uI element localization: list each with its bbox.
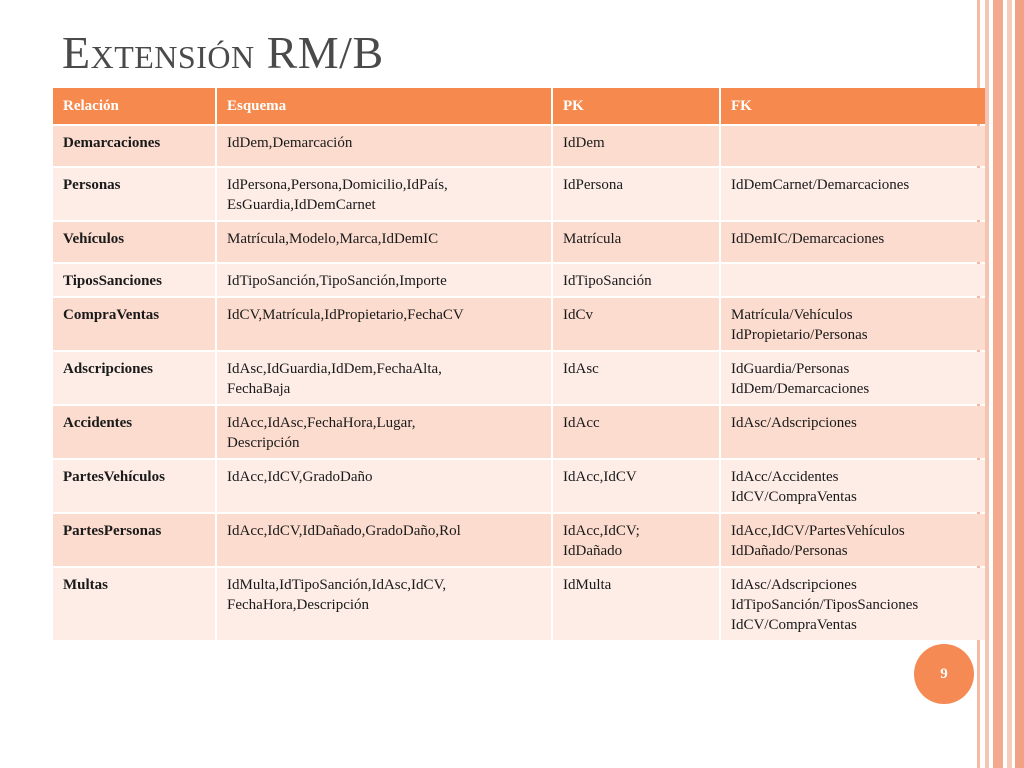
table-header-row [53, 88, 985, 124]
cell-fk [721, 126, 985, 166]
decorative-stripe [1015, 0, 1024, 768]
cell-pk-line: IdDañado [563, 543, 623, 559]
cell-esquema-line: EsGuardia,IdDemCarnet [227, 197, 376, 213]
cell-pk-line: IdAsc [563, 361, 599, 377]
cell-esquema [217, 406, 551, 458]
table-row [53, 460, 985, 512]
cell-fk [721, 298, 985, 350]
table-row [53, 568, 985, 640]
cell-esquema [217, 126, 551, 166]
cell-fk-line: IdAcc,IdCV/PartesVehículos [731, 523, 905, 539]
cell-pk-line: IdPersona [563, 177, 623, 193]
cell-esquema [217, 352, 551, 404]
cell-pk [553, 264, 719, 296]
cell-fk-line: IdAsc/Adscripciones [731, 415, 857, 431]
cell-relacion: TiposSanciones [53, 264, 215, 296]
table-row [53, 406, 985, 458]
cell-esquema-line: IdAcc,IdCV,IdDañado,GradoDaño,Rol [227, 523, 461, 539]
cell-esquema [217, 514, 551, 566]
cell-pk [553, 168, 719, 220]
decorative-stripe [993, 0, 1003, 768]
table-row [53, 222, 985, 262]
cell-pk [553, 352, 719, 404]
cell-esquema-line: IdAsc,IdGuardia,IdDem,FechaAlta, [227, 361, 442, 377]
cell-fk [721, 222, 985, 262]
table-row [53, 298, 985, 350]
cell-fk-line: IdCV/CompraVentas [731, 489, 857, 505]
cell-esquema [217, 264, 551, 296]
cell-esquema-line: IdDem,Demarcación [227, 135, 353, 151]
cell-esquema-line: Descripción [227, 435, 300, 451]
cell-fk [721, 264, 985, 296]
cell-fk [721, 352, 985, 404]
table-row [53, 514, 985, 566]
table-row [53, 264, 985, 296]
header-relacion: Relación [53, 88, 215, 124]
cell-pk [553, 406, 719, 458]
cell-relacion: PartesPersonas [53, 514, 215, 566]
cell-fk-line: IdAsc/Adscripciones [731, 577, 857, 593]
cell-esquema [217, 298, 551, 350]
cell-relacion: Adscripciones [53, 352, 215, 404]
cell-fk-line: Matrícula/Vehículos [731, 307, 853, 323]
cell-esquema [217, 222, 551, 262]
cell-esquema-line: IdTipoSanción,TipoSanción,Importe [227, 273, 447, 289]
cell-relacion: Multas [53, 568, 215, 640]
cell-pk-line: IdAcc,IdCV [563, 469, 637, 485]
cell-pk-line: IdMulta [563, 577, 612, 593]
cell-pk [553, 126, 719, 166]
cell-esquema-line: IdAcc,IdAsc,FechaHora,Lugar, [227, 415, 416, 431]
cell-fk-line: IdCV/CompraVentas [731, 617, 857, 633]
cell-esquema [217, 168, 551, 220]
cell-pk [553, 568, 719, 640]
cell-fk-line: IdDemIC/Demarcaciones [731, 231, 885, 247]
table-row [53, 168, 985, 220]
cell-relacion: Demarcaciones [53, 126, 215, 166]
table-row [53, 352, 985, 404]
cell-fk-line: IdAcc/Accidentes [731, 469, 839, 485]
cell-pk [553, 222, 719, 262]
table-row [53, 126, 985, 166]
cell-fk-line: IdDem/Demarcaciones [731, 381, 870, 397]
cell-pk-line: Matrícula [563, 231, 622, 247]
cell-esquema-line: FechaHora,Descripción [227, 597, 370, 613]
cell-relacion: Accidentes [53, 406, 215, 458]
cell-fk-line: IdTipoSanción/TiposSanciones [731, 597, 919, 613]
cell-fk [721, 568, 985, 640]
cell-esquema-line: FechaBaja [227, 381, 291, 397]
page-number-badge: 9 [914, 644, 974, 704]
relations-table [51, 86, 987, 642]
decorative-stripe [1007, 0, 1012, 768]
cell-fk [721, 514, 985, 566]
cell-pk-line: IdTipoSanción [563, 273, 652, 289]
cell-relacion: PartesVehículos [53, 460, 215, 512]
cell-fk [721, 460, 985, 512]
cell-pk-line: IdAcc [563, 415, 600, 431]
cell-fk [721, 168, 985, 220]
cell-pk-line: IdCv [563, 307, 593, 323]
cell-esquema-line: IdPersona,Persona,Domicilio,IdPaís, [227, 177, 448, 193]
cell-esquema-line: IdAcc,IdCV,GradoDaño [227, 469, 373, 485]
header-pk: PK [553, 88, 719, 124]
cell-esquema [217, 460, 551, 512]
slide-title: Extensión RM/B [62, 27, 384, 78]
cell-fk-line: IdGuardia/Personas [731, 361, 850, 377]
cell-pk [553, 514, 719, 566]
cell-fk-line: IdDañado/Personas [731, 543, 848, 559]
cell-pk-line: IdDem [563, 135, 605, 151]
cell-pk [553, 298, 719, 350]
cell-esquema-line: Matrícula,Modelo,Marca,IdDemIC [227, 231, 439, 247]
header-esquema: Esquema [217, 88, 551, 124]
cell-esquema [217, 568, 551, 640]
header-fk: FK [721, 88, 985, 124]
cell-pk [553, 460, 719, 512]
cell-esquema-line: IdCV,Matrícula,IdPropietario,FechaCV [227, 307, 464, 323]
cell-relacion: CompraVentas [53, 298, 215, 350]
cell-relacion: Personas [53, 168, 215, 220]
cell-fk [721, 406, 985, 458]
cell-fk-line: IdPropietario/Personas [731, 327, 868, 343]
cell-fk-line: IdDemCarnet/Demarcaciones [731, 177, 910, 193]
cell-pk-line: IdAcc,IdCV; [563, 523, 640, 539]
cell-relacion: Vehículos [53, 222, 215, 262]
cell-esquema-line: IdMulta,IdTipoSanción,IdAsc,IdCV, [227, 577, 447, 593]
